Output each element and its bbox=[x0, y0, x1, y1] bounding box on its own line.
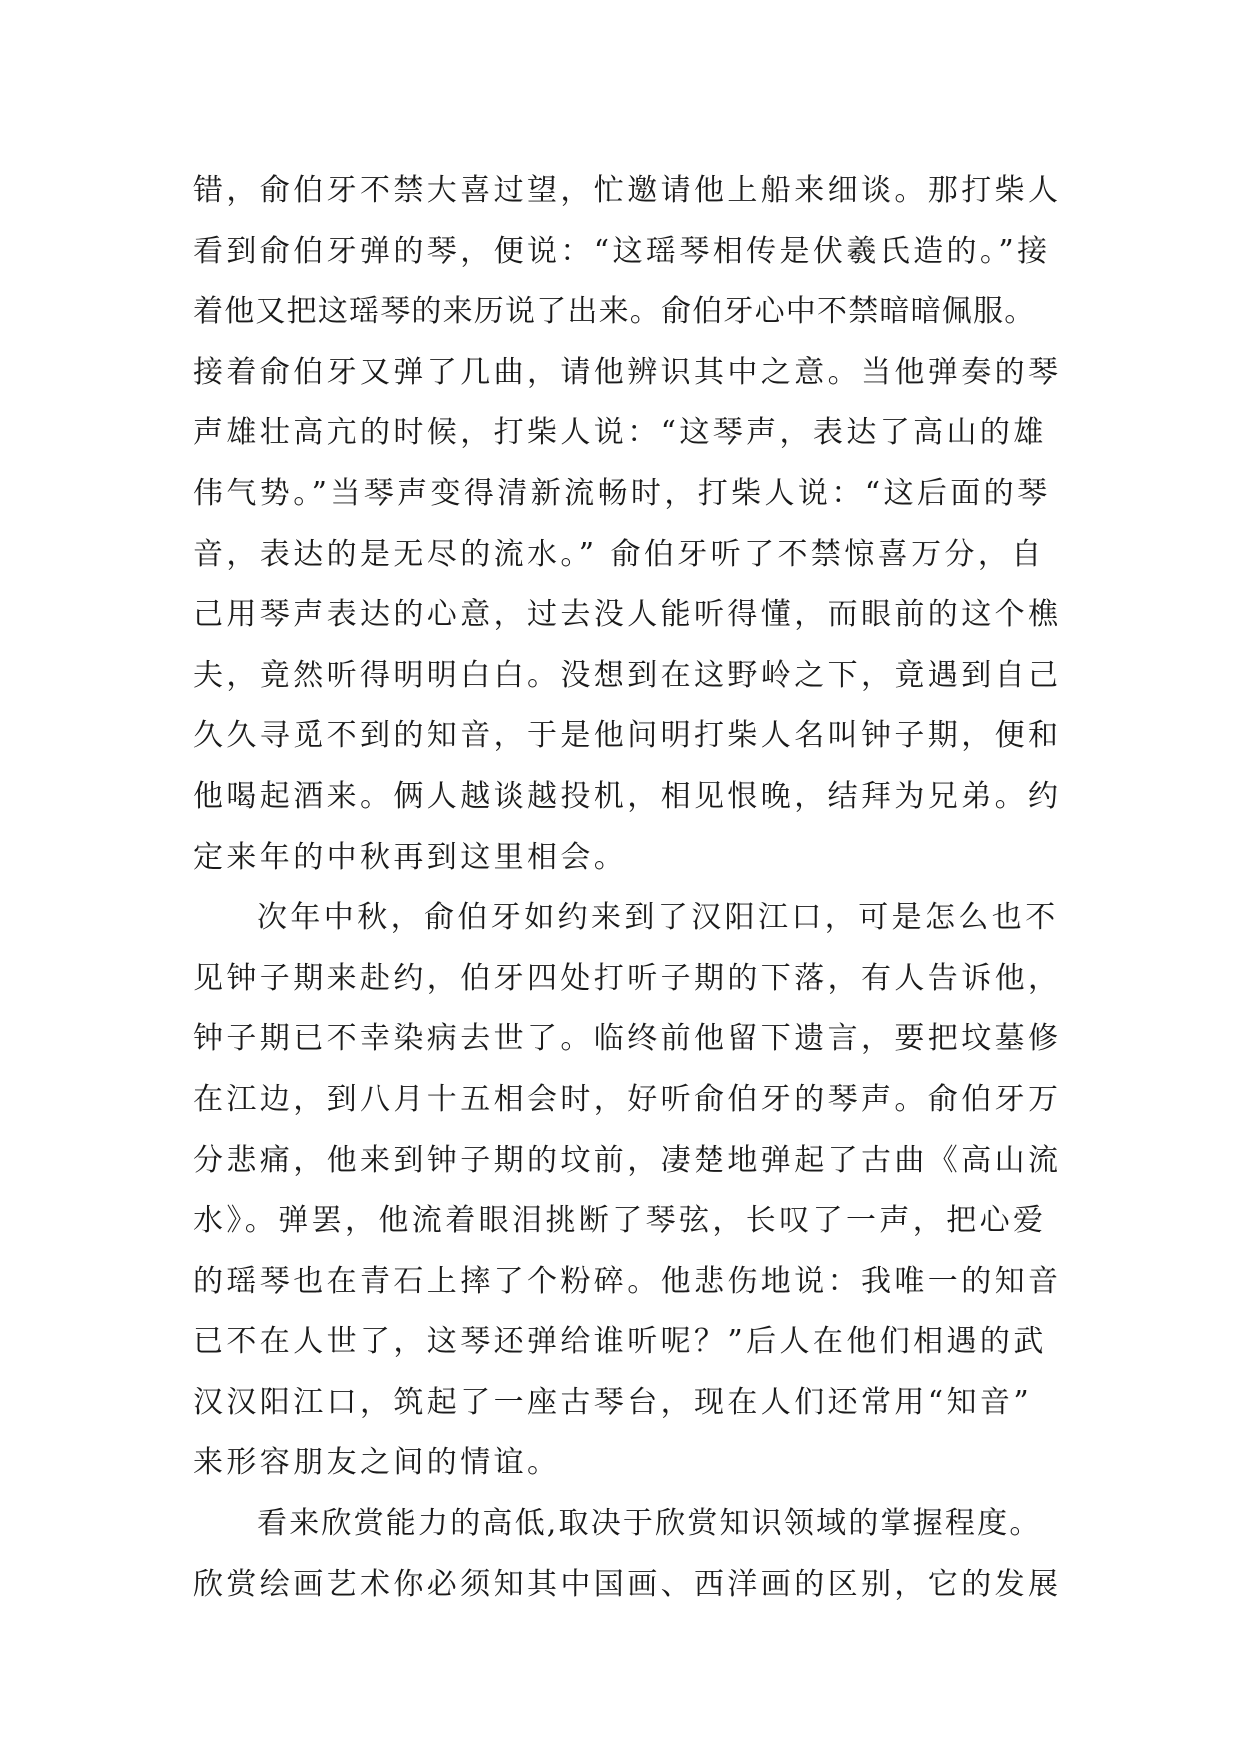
text-line: 他喝起酒来。俩人越谈越投机，相见恨晚，结拜为兄弟。约 bbox=[193, 778, 1062, 814]
text-line: 欣赏绘画艺术你必须知其中国画、西洋画的区别，它的发展 bbox=[193, 1566, 1062, 1602]
text-line: 错，俞伯牙不禁大喜过望，忙邀请他上船来细谈。那打柴人 bbox=[193, 173, 1062, 208]
text-line: 接着俞伯牙又弹了几曲，请他辨识其中之意。当他弹奏的琴 bbox=[193, 354, 1062, 390]
body-text bbox=[193, 161, 1093, 1615]
text-line: 的瑶琴也在青石上摔了个粉碎。他悲伤地说：我唯一的知音 bbox=[193, 1263, 1062, 1299]
text-line: 看到俞伯牙弹的琴，便说：“这瑶琴相传是伏羲氏造的。”接 bbox=[193, 233, 1051, 269]
text-line: 来形容朋友之间的情谊。 bbox=[193, 1445, 561, 1481]
text-line: 伟气势。”当琴声变得清新流畅时，打柴人说：“这后面的琴 bbox=[193, 475, 1051, 511]
text-line: 声雄壮高亢的时候，打柴人说：“这琴声，表达了高山的雄 bbox=[193, 415, 1047, 451]
text-line: 已不在人世了，这琴还弹给谁听呢？”后人在他们相遇的武 bbox=[193, 1324, 1047, 1360]
text-line: 着他又把这瑶琴的来历说了出来。俞伯牙心中不禁暗暗佩服。 bbox=[193, 294, 1036, 330]
text-line: 分悲痛，他来到钟子期的坟前，凄楚地弹起了古曲《高山流 bbox=[193, 1142, 1062, 1178]
text-line: 久久寻觅不到的知音，于是他问明打柴人名叫钟子期，便和 bbox=[193, 718, 1062, 754]
text-line: 汉汉阳江口，筑起了一座古琴台，现在人们还常用“知音” bbox=[193, 1384, 1033, 1420]
paragraph-first-line: 次年中秋，俞伯牙如约来到了汉阳江口，可是怎么也不 bbox=[257, 900, 1059, 936]
text-line: 音，表达的是无尽的流水。” 俞伯牙听了不禁惊喜万分，自 bbox=[193, 536, 1045, 572]
text-line: 定来年的中秋再到这里相会。 bbox=[193, 839, 628, 875]
text-line: 见钟子期来赴约，伯牙四处打听子期的下落，有人告诉他， bbox=[193, 960, 1062, 996]
text-line: 钟子期已不幸染病去世了。临终前他留下遗言，要把坟墓修 bbox=[193, 1021, 1062, 1057]
text-line: 夫，竟然听得明明白白。没想到在这野岭之下，竟遇到自己 bbox=[193, 657, 1062, 693]
paragraph-first-line: 看来欣赏能力的高低,取决于欣赏知识领域的掌握程度。 bbox=[257, 1506, 1042, 1542]
text-line: 己用琴声表达的心意，过去没人能听得懂，而眼前的这个樵 bbox=[193, 597, 1062, 633]
text-line: 水》。弹罢，他流着眼泪挑断了琴弦，长叹了一声，把心爱 bbox=[193, 1203, 1047, 1239]
text-line: 在江边，到八月十五相会时，好听俞伯牙的琴声。俞伯牙万 bbox=[193, 1081, 1062, 1117]
